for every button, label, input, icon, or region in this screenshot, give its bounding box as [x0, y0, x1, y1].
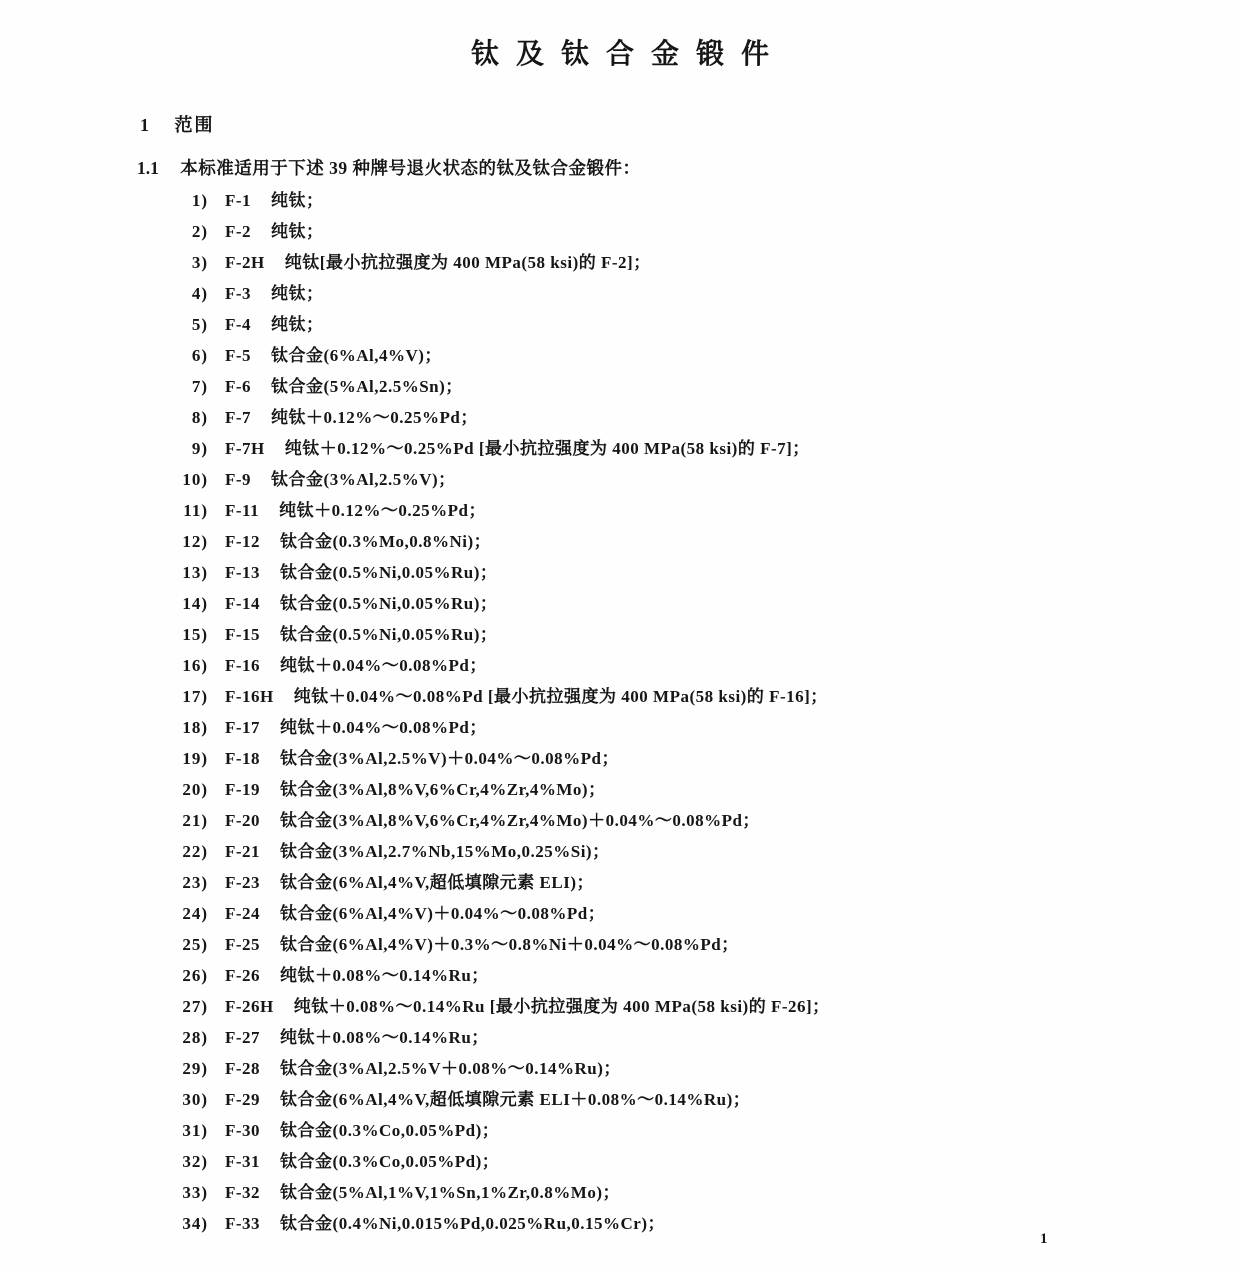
grade-code: F-5: [225, 346, 252, 365]
grade-code: F-26: [225, 966, 261, 985]
grade-description: 纯钛＋0.04%～0.08%Pd；: [280, 718, 487, 737]
grade-item: [138, 589, 1138, 620]
grade-item: [138, 372, 1138, 403]
grade-description: 钛合金(0.5%Ni,0.05%Ru)；: [280, 563, 498, 582]
grade-item-number: 4): [191, 284, 208, 303]
grade-item: [138, 310, 1138, 341]
grade-description: 钛合金(0.3%Co,0.05%Pd)；: [280, 1152, 500, 1171]
grade-code: F-7H: [225, 439, 265, 458]
grade-item-number: 34): [182, 1214, 208, 1233]
grade-description: 纯钛＋0.04%～0.08%Pd [最小抗拉强度为 400 MPa(58 ksi)的 F-16]；: [293, 687, 828, 706]
grade-item: [138, 496, 1138, 527]
grade-code: F-24: [225, 904, 261, 923]
grade-description: 纯钛＋0.04%～0.08%Pd；: [280, 656, 487, 675]
grade-code: F-15: [225, 625, 261, 644]
grade-code: F-2H: [225, 253, 265, 272]
grade-code: F-11: [225, 501, 260, 520]
grade-description: 钛合金(3%Al,8%V,6%Cr,4%Zr,4%Mo)＋0.04%～0.08%Pd；: [280, 811, 760, 830]
grade-item: [138, 1054, 1138, 1085]
section-heading: [140, 111, 215, 137]
grade-description: 纯钛＋0.12%～0.25%Pd；: [271, 408, 478, 427]
grade-code: F-4: [225, 315, 252, 334]
grade-code: F-27: [225, 1028, 261, 1047]
grade-description: 纯钛；: [271, 284, 324, 303]
grade-item: [138, 651, 1138, 682]
grade-item: [138, 1085, 1138, 1116]
grade-item-number: 23): [182, 873, 208, 892]
grade-code: F-26H: [225, 997, 274, 1016]
grade-item: [138, 1116, 1138, 1147]
grade-code: F-19: [225, 780, 261, 799]
grade-item: [138, 992, 1138, 1023]
grade-code: F-1: [225, 191, 252, 210]
section-number: 1: [140, 115, 149, 135]
grade-item: [138, 775, 1138, 806]
grade-item: [138, 527, 1138, 558]
grade-code: F-25: [225, 935, 261, 954]
section-label: 范围: [174, 115, 215, 135]
grade-item-number: 1): [191, 191, 208, 210]
clause-1-1: [137, 155, 641, 180]
grade-item: [138, 186, 1138, 217]
page-number: 1: [1040, 1231, 1048, 1247]
grade-item: [138, 1209, 1138, 1240]
grade-code: F-16H: [225, 687, 274, 706]
grade-item-number: 19): [182, 749, 208, 768]
grade-code: F-29: [225, 1090, 261, 1109]
grade-code: F-6: [225, 377, 252, 396]
grade-item-number: 22): [182, 842, 208, 861]
grade-code: F-33: [225, 1214, 261, 1233]
grade-item: [138, 465, 1138, 496]
grade-item: [138, 744, 1138, 775]
grade-item-number: 16): [182, 656, 208, 675]
grade-description: 纯钛；: [271, 222, 324, 241]
grade-item-number: 20): [182, 780, 208, 799]
grade-description: 纯钛[最小抗拉强度为 400 MPa(58 ksi)的 F-2]；: [284, 253, 651, 272]
grade-item-number: 18): [182, 718, 208, 737]
grade-item: [138, 1178, 1138, 1209]
grade-description: 钛合金(5%Al,1%V,1%Sn,1%Zr,0.8%Mo)；: [280, 1183, 620, 1202]
grade-item: [138, 713, 1138, 744]
grade-item-number: 8): [191, 408, 208, 427]
grade-list: [138, 186, 1138, 1240]
grade-item-number: 32): [182, 1152, 208, 1171]
grade-description: 纯钛；: [271, 315, 324, 334]
grade-item-number: 2): [191, 222, 208, 241]
grade-code: F-18: [225, 749, 261, 768]
grade-item: [138, 1023, 1138, 1054]
grade-description: 钛合金(0.3%Mo,0.8%Ni)；: [280, 532, 492, 551]
grade-code: F-21: [225, 842, 261, 861]
grade-item-number: 31): [182, 1121, 208, 1140]
grade-description: 钛合金(3%Al,8%V,6%Cr,4%Zr,4%Mo)；: [280, 780, 606, 799]
grade-item-number: 28): [182, 1028, 208, 1047]
grade-code: F-16: [225, 656, 261, 675]
grade-item-number: 12): [182, 532, 208, 551]
grade-item: [138, 1147, 1138, 1178]
grade-code: F-3: [225, 284, 252, 303]
grade-description: 钛合金(0.5%Ni,0.05%Ru)；: [280, 625, 498, 644]
grade-item-number: 5): [191, 315, 208, 334]
grade-description: 钛合金(6%Al,4%V,超低填隙元素 ELI)；: [280, 873, 594, 892]
grade-item-number: 15): [182, 625, 208, 644]
grade-description: 钛合金(3%Al,2.7%Nb,15%Mo,0.25%Si)；: [280, 842, 610, 861]
grade-description: 钛合金(3%Al,2.5%V)＋0.04%～0.08%Pd；: [280, 749, 619, 768]
grade-description: 钛合金(6%Al,4%V)；: [271, 346, 442, 365]
grade-description: 钛合金(6%Al,4%V,超低填隙元素 ELI＋0.08%～0.14%Ru)；: [280, 1090, 751, 1109]
grade-code: F-30: [225, 1121, 261, 1140]
grade-item-number: 21): [182, 811, 208, 830]
grade-item-number: 29): [182, 1059, 208, 1078]
grade-code: F-13: [225, 563, 261, 582]
grade-item-number: 26): [182, 966, 208, 985]
grade-description: 钛合金(0.4%Ni,0.015%Pd,0.025%Ru,0.15%Cr)；: [280, 1214, 666, 1233]
grade-item-number: 6): [191, 346, 208, 365]
grade-description: 钛合金(3%Al,2.5%V＋0.08%～0.14%Ru)；: [280, 1059, 621, 1078]
grade-item-number: 25): [182, 935, 208, 954]
grade-item: [138, 558, 1138, 589]
grade-code: F-14: [225, 594, 261, 613]
grade-description: 纯钛＋0.08%～0.14%Ru；: [280, 1028, 489, 1047]
grade-code: F-2: [225, 222, 252, 241]
grade-item-number: 17): [182, 687, 208, 706]
grade-description: 钛合金(6%Al,4%V)＋0.04%～0.08%Pd；: [280, 904, 606, 923]
grade-item-number: 9): [191, 439, 208, 458]
grade-item: [138, 341, 1138, 372]
page-title: 钛及钛合金锻件: [470, 38, 786, 70]
grade-item: [138, 682, 1138, 713]
grade-description: 纯钛＋0.12%～0.25%Pd；: [279, 501, 486, 520]
grade-description: 钛合金(0.3%Co,0.05%Pd)；: [280, 1121, 500, 1140]
grade-description: 纯钛＋0.08%～0.14%Ru；: [280, 966, 489, 985]
grade-code: F-17: [225, 718, 261, 737]
grade-item-number: 33): [182, 1183, 208, 1202]
grade-item: [138, 868, 1138, 899]
grade-item-number: 3): [191, 253, 208, 272]
clause-text: 本标准适用于下述 39 种牌号退火状态的钛及钛合金锻件：: [180, 158, 641, 178]
grade-item-number: 10): [182, 470, 208, 489]
grade-item-number: 13): [182, 563, 208, 582]
grade-description: 钛合金(0.5%Ni,0.05%Ru)；: [280, 594, 498, 613]
grade-item-number: 11): [183, 501, 208, 520]
grade-description: 钛合金(3%Al,2.5%V)；: [271, 470, 456, 489]
grade-item-number: 30): [182, 1090, 208, 1109]
grade-description: 钛合金(5%Al,2.5%Sn)；: [271, 377, 463, 396]
grade-description: 纯钛；: [271, 191, 324, 210]
grade-item: [138, 434, 1138, 465]
grade-code: F-9: [225, 470, 252, 489]
grade-item: [138, 899, 1138, 930]
grade-item-number: 14): [182, 594, 208, 613]
grade-description: 钛合金(6%Al,4%V)＋0.3%～0.8%Ni＋0.04%～0.08%Pd；: [280, 935, 739, 954]
grade-code: F-20: [225, 811, 261, 830]
grade-item-number: 24): [182, 904, 208, 923]
grade-code: F-7: [225, 408, 252, 427]
grade-code: F-32: [225, 1183, 261, 1202]
grade-item-number: 7): [191, 377, 208, 396]
grade-item: [138, 217, 1138, 248]
grade-item: [138, 248, 1138, 279]
grade-code: F-28: [225, 1059, 261, 1078]
grade-item: [138, 279, 1138, 310]
grade-item: [138, 837, 1138, 868]
grade-item-number: 27): [182, 997, 208, 1016]
grade-code: F-31: [225, 1152, 261, 1171]
clause-number: 1.1: [137, 158, 159, 178]
grade-code: F-12: [225, 532, 261, 551]
grade-item: [138, 930, 1138, 961]
grade-code: F-23: [225, 873, 261, 892]
grade-description: 纯钛＋0.12%～0.25%Pd [最小抗拉强度为 400 MPa(58 ksi)的 F-7]；: [284, 439, 810, 458]
grade-item: [138, 620, 1138, 651]
grade-item: [138, 403, 1138, 434]
grade-item: [138, 961, 1138, 992]
grade-description: 纯钛＋0.08%～0.14%Ru [最小抗拉强度为 400 MPa(58 ksi)的 F-26]；: [293, 997, 830, 1016]
grade-item: [138, 806, 1138, 837]
